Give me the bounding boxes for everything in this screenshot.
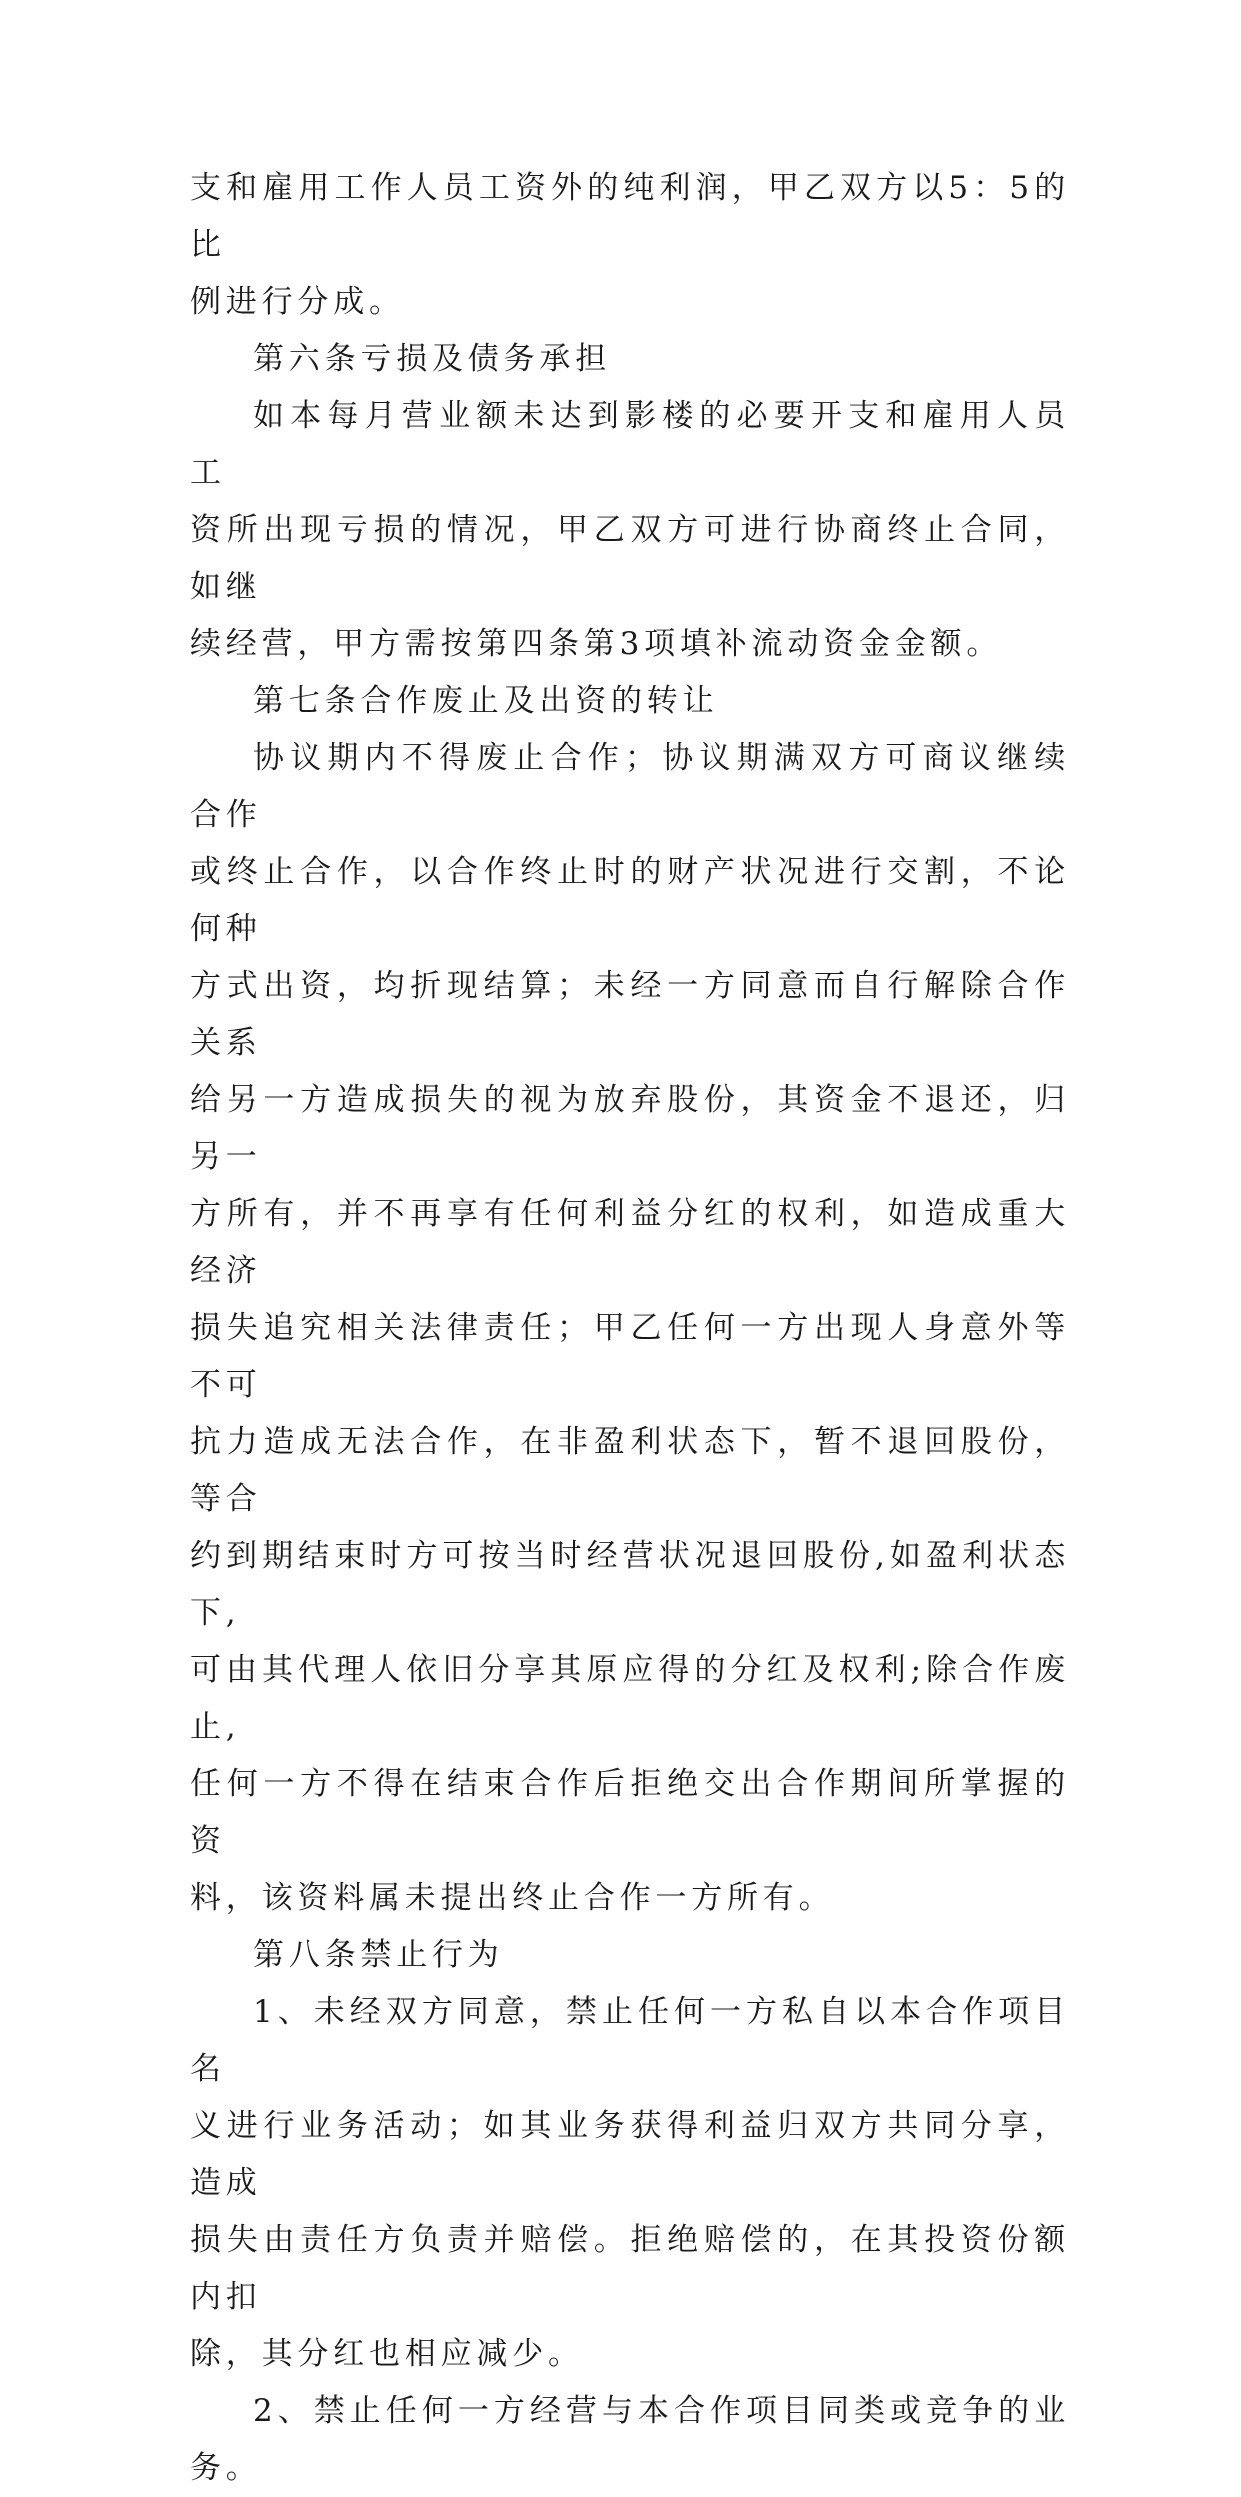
paragraph-losses-debts: 如本每月营业额未达到影楼的必要开支和雇用人员工 资所出现亏损的情况，甲乙双方可进行协商终止合同，如继 续经营，甲方需按第四条第3项填补流动资金金额。 [190,398,1070,662]
heading-article-7: 第七条合作废止及出资的转让 [253,683,719,719]
paragraph-prohibition-2: 2、禁止任何一方经营与本合作项目同类或竞争的业务。 [190,2393,1070,2486]
heading-article-8: 第八条禁止行为 [253,1937,504,1973]
paragraph-termination-transfer: 协议期内不得废止合作；协议期满双方可商议继续合作 或终止合作，以合作终止时的财产状况进行交割，不论何种 方式出资，均折现结算；未经一方同意而自行解除合作关系 给另一方造成损失的视为放弃股份，其资金不退还，归另一 方所有，并不再享有任何利益分红的权利，如造成重大经济 损失追究相关法律责任；甲乙任何一方出现人身意外等不可 抗力造成无法合作，在非盈利状态下，暂不退回股份，等合 约到期结束时方可按当时经营状况退回股份,如盈利状态下, 可由其代理人依旧分享其原应得的分红及权利;除合作废止, 任何一方不得在结束合作后拒绝交出合作期间所掌握的资 料，该资料属未提出终止合作一方所有。 [190,740,1070,1916]
heading-article-6: 第六条亏损及债务承担 [253,341,611,377]
document-body [190,160,1070,2497]
paragraph-profit-split: 支和雇用工作人员工资外的纯利润，甲乙双方以5：5的比 例进行分成。 [190,170,1070,320]
paragraph-prohibition-1: 1、未经双方同意，禁止任何一方私自以本合作项目名 义进行业务活动；如其业务获得利益归双方共同分享，造成 损失由责任方负责并赔偿。拒绝赔偿的，在其投资份额内扣 除，其分红也相应减少。 [190,1994,1070,2372]
